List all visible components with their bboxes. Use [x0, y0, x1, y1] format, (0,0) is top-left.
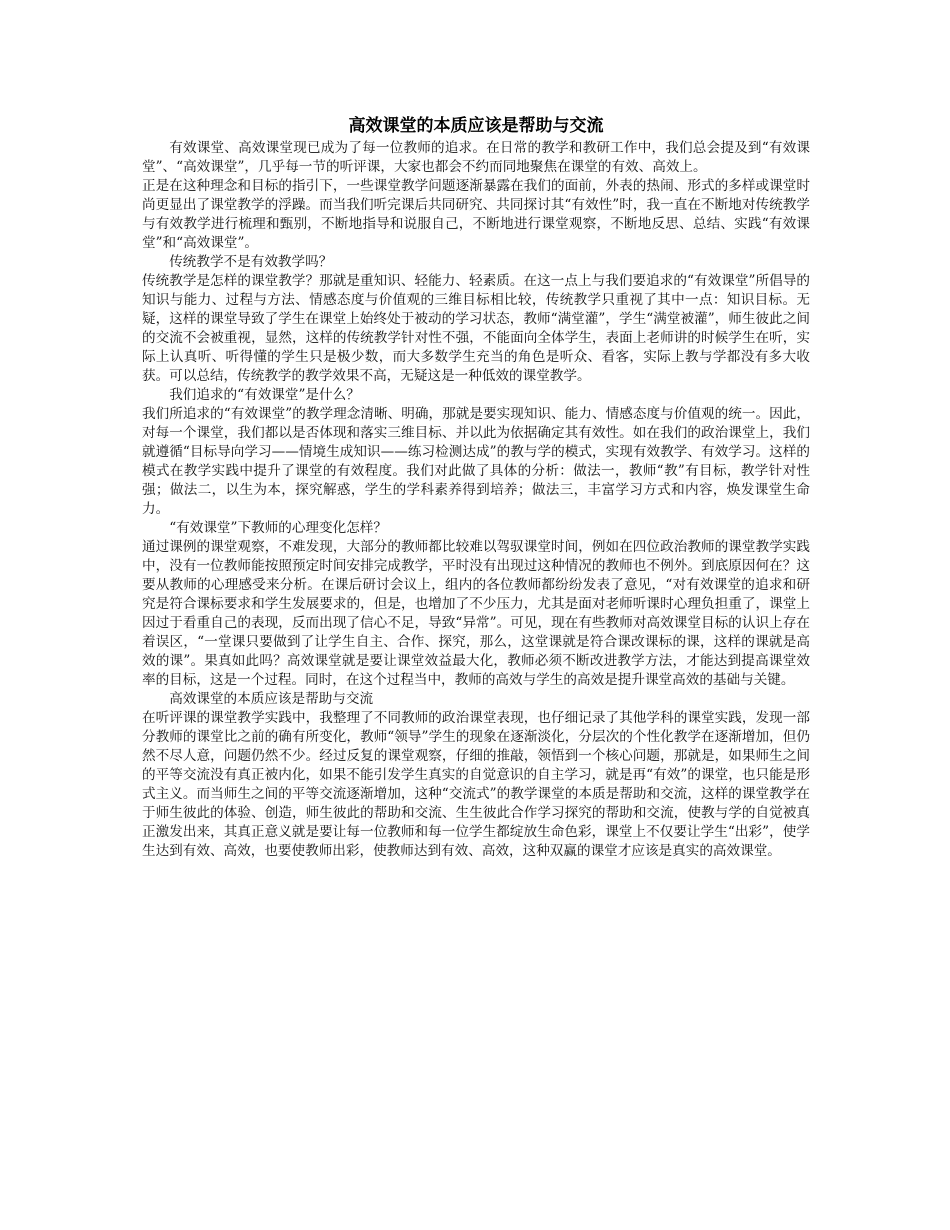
section-heading-effective: 我们追求的“有效课堂”是什么？	[169, 387, 360, 403]
paragraph-essence: 在听评课的课堂教学实践中，我整理了不同教师的政治课堂表现，也仔细记录了其他学科的课堂实践，发现一部分教师的课堂比之前的确有所变化，教师“领导”学生的现象在逐渐淡化，分层次的个性化教学在逐渐增加，但仍然不尽人意，问题仍然不少。经过反复的课堂观察，仔细的推敲，领悟到一个核心问题，那就是，如果师生之间的平等交流没有真正被内化，如果不能引发学生真实的自觉意识的自主学习，就是再“有效”的课堂，也只能是形式主义。而当师生之间的平等交流逐渐增加，这种“交流式”的教学课堂的本质是帮助和交流，这样的课堂教学在于师生彼此的体验、创造，师生彼此的帮助和交流、生生彼此合作学习探究的帮助和交流，使教与学的自觉被真正激发出来，其真正意义就是要让每一位教师和每一位学生都绽放生命色彩，课堂上不仅要让学生“出彩”，使学生达到有效、高效，也要使教师出彩，使教师达到有效、高效，这种双赢的课堂才应该是真实的高效课堂。	[142, 710, 810, 859]
paragraph-traditional: 传统教学是怎样的课堂教学？那就是重知识、轻能力、轻素质。在这一点上与我们要追求的“有效课堂”所倡导的知识与能力、过程与方法、情感态度与价值观的三维目标相比较，传统教学只重视了其中一点：知识目标。无疑，这样的课堂导致了学生在课堂上始终处于被动的学习状态，教师“满堂灌”，学生“满堂被灌”，师生彼此之间的交流不会被重视，显然，这样的传统教学针对性不强，不能面向全体学生，表面上老师讲的时候学生在听，实际上认真听、听得懂的学生只是极少数，而大多数学生充当的角色是听众、看客，实际上教与学都没有多大收获。可以总结，传统教学的教学效果不高，无疑这是一种低效的课堂教学。	[142, 273, 810, 384]
section-heading-traditional: 传统教学不是有效教学吗？	[169, 254, 333, 270]
document-title: 高效课堂的本质应该是帮助与交流	[348, 116, 604, 136]
document-page	[142, 114, 810, 861]
section-heading-psychology: “有效课堂”下教师的心理变化怎样？	[169, 520, 387, 536]
paragraph-psychology: 通过课例的课堂观察，不难发现，大部分的教师都比较难以驾驭课堂时间，例如在四位政治教师的课堂教学实践中，没有一位教师能按照预定时间安排完成教学，平时没有出现过这种情况的教师也不例外。到底原因何在？这要从教师的心理感受来分析。在课后研讨会议上，组内的各位教师都纷纷发表了意见，“对有效课堂的追求和研究是符合课标要求和学生发展要求的，但是，也增加了不少压力，尤其是面对老师听课时心理负担重了，课堂上因过于看重自己的表现，反而出现了信心不足，导致“异常”。可见，现在有些教师对高效课堂目标的认识上存在着误区，“一堂课只要做到了让学生自主、合作、探究，那么，这堂课就是符合课改课标的课，这样的课就是高效的课”。果真如此吗？高效课堂就是要让课堂效益最大化，教师必须不断改进教学方法，才能达到提高课堂效率的目标，这是一个过程。同时，在这个过程当中，教师的高效与学生的高效是提升课堂高效的基础与关键。	[142, 539, 810, 688]
paragraph-intro: 有效课堂、高效课堂现已成为了每一位教师的追求。在日常的教学和教研工作中，我们总会提及到“有效课堂”、“高效课堂”，几乎每一节的听评课，大家也都会不约而同地聚焦在课堂的有效、高效上。	[142, 140, 810, 175]
section-heading-essence: 高效课堂的本质应该是帮助与交流	[169, 691, 374, 707]
paragraph-effective: 我们所追求的“有效课堂”的教学理念清晰、明确，那就是要实现知识、能力、情感态度与价值观的统一。因此，对每一个课堂，我们都以是否体现和落实三维目标、并以此为依据确定其有效性。如在我们的政治课堂上，我们就遵循“目标导向学习——情境生成知识——练习检测达成”的教与学的模式，实现有效教学、有效学习。这样的模式在教学实践中提升了课堂的有效程度。我们对此做了具体的分析：做法一，教师“教”有目标，教学针对性强；做法二，以生为本，探究解惑，学生的学科素养得到培养；做法三，丰富学习方式和内容，焕发课堂生命力。	[142, 406, 810, 517]
paragraph-problems: 正是在这种理念和目标的指引下，一些课堂教学问题逐渐暴露在我们的面前，外表的热闹、形式的多样或课堂时尚更显出了课堂教学的浮躁。而当我们听完课后共同研究、共同探讨其“有效性”时，我一直在不断地对传统教学与有效教学进行梳理和甄别，不断地指导和说服自己，不断地进行课堂观察，不断地反思、总结、实践“有效课堂”和“高效课堂”。	[142, 178, 810, 251]
